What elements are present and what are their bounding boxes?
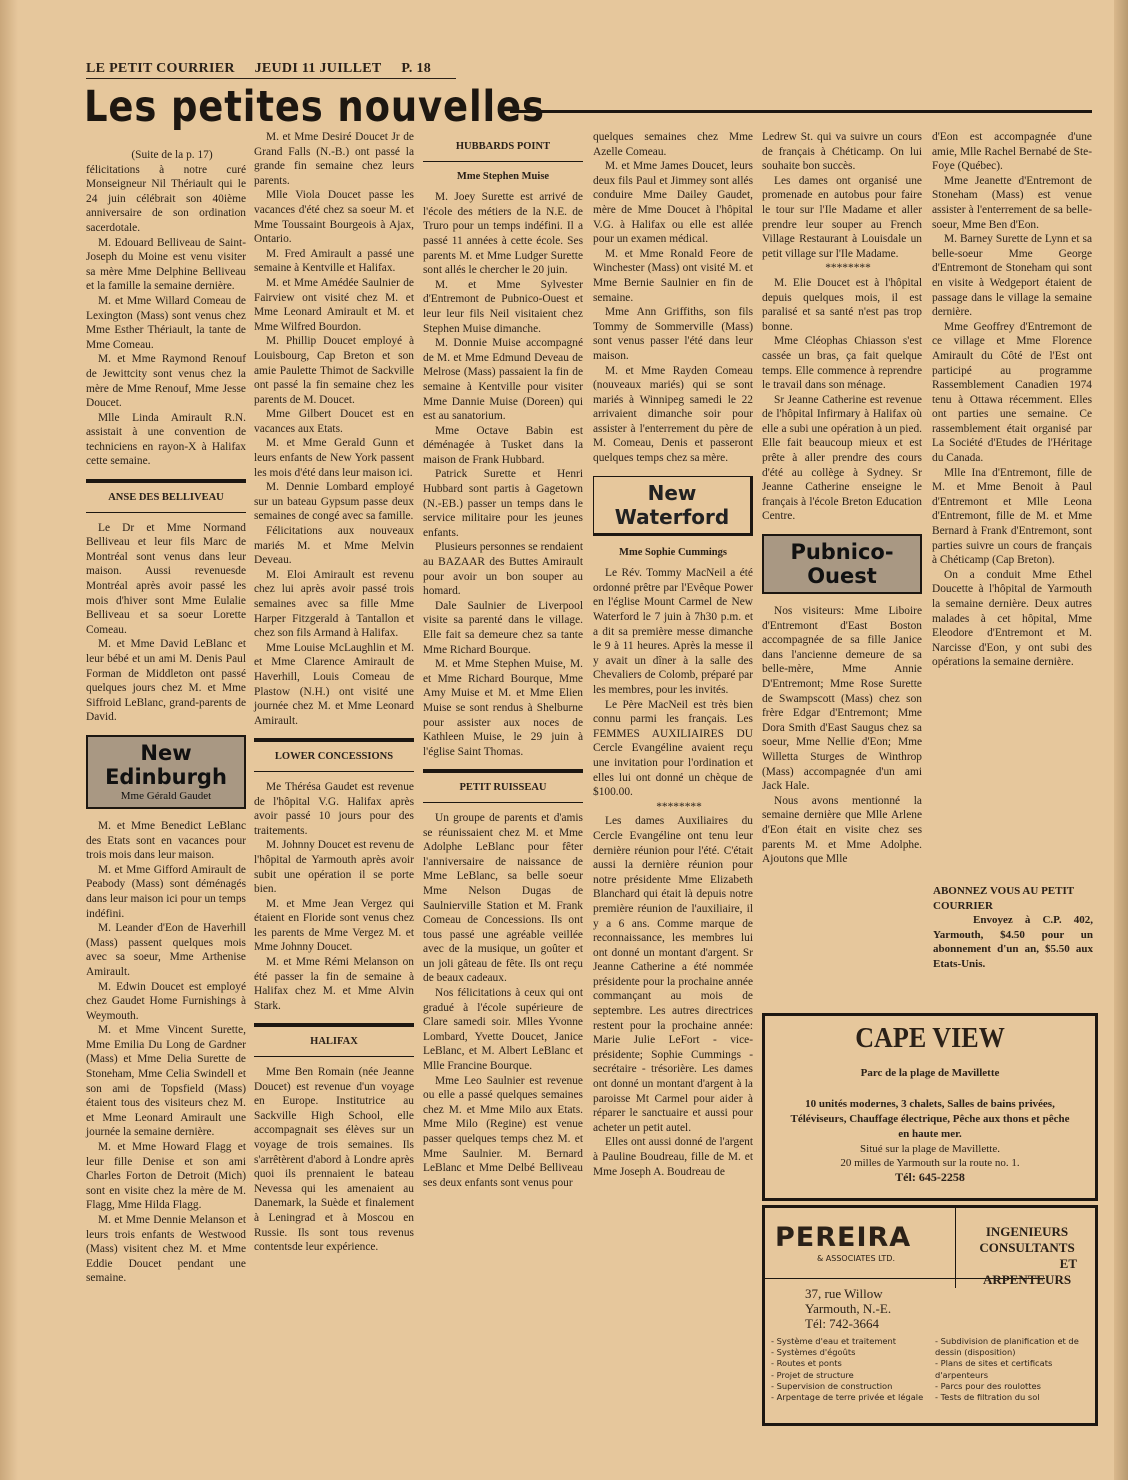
byline: Mme Gérald Gaudet <box>120 789 212 802</box>
title-line: ET <box>1059 1256 1077 1271</box>
service-item: - Parcs pour des roulottes <box>935 1380 1041 1391</box>
paragraph: Mme Louise McLaughlin et M. et Mme Clarence Amirault de Haverhill, Louis Comeau de Plastow (N.H.) ont visité une journée chez M. et Mme Leonard Amirault. <box>254 641 414 727</box>
paragraph: M. et Mme Gifford Amirault de Peabody (Mass) sont déménagés dans leur maison ici pour un temps indéfini. <box>86 863 246 920</box>
address-line: Yarmouth, N.-E. <box>805 1301 892 1316</box>
paragraph: Sr Jeanne Catherine est revenue de l'hôpital Infirmary à Halifax où elle a subi une opération à un pied. Elle fait beaucoup mieux et est prête à aller prendre des cours d'été au collège à Sydney. Sr Jeanne Catherine enseigne le français à l'école Breton Education Centre. <box>762 393 922 523</box>
paragraph: quelques semaines chez Mme Azelle Comeau. <box>593 131 753 158</box>
service-item: - Arpentage de terre privée et légale <box>771 1392 924 1403</box>
service-item: - Plans de sites et certificats d'arpenteurs <box>935 1358 1053 1380</box>
page-edge <box>0 0 18 1480</box>
service-item: - Tests de filtration du sol <box>935 1392 1040 1403</box>
section-heading: HALIFAX <box>254 1023 414 1057</box>
paragraph: M. Eloi Amirault est revenu chez lui après avoir passé trois semaines avec sa fille Mme Harper Fitzgerald à Tantallon et chez son fils Armand à Halifax. <box>254 568 414 640</box>
ad-directions: 20 milles de Yarmouth sur la route no. 1. <box>840 1157 1020 1169</box>
paragraph: félicitations à notre curé Monseigneur Nil Thériault qui le 24 juin célébrait son 40ième anniversaire de son ordination sacerdotale. <box>86 163 246 234</box>
paragraph: M. et Mme Raymond Renouf de Jewittcity sont venus chez la mère de Mme Renouf, Mme Jesse Doucet. <box>86 353 246 410</box>
byline: Mme Sophie Cummings <box>619 546 727 558</box>
section-heading: HUBBARDS POINT <box>423 140 583 162</box>
services-right <box>935 1336 1090 1403</box>
article-column <box>593 130 753 1179</box>
service-item: - Supervision de construction <box>771 1380 893 1391</box>
paragraph: M. Donnie Muise accompagné de M. et Mme Edmund Deveau de Melrose (Mass) passaient la fin de semaine à Kentville pour visiter Mme Dannie Muise (Doreen) qui est au sanatorium. <box>423 337 583 423</box>
locality-banner <box>593 476 753 536</box>
paragraph: Nos félicitations à ceux qui ont gradué à l'école supérieure de Clare samedi soir. Mlles Yvonne Lombard, Yvette Doucet, Janice LeBlanc, et M. Albert LeBlanc et Mlle Francine Bourque. <box>423 987 583 1073</box>
pereira-address <box>805 1286 891 1331</box>
masthead-rule <box>86 78 456 79</box>
banner-title: New Edinburgh <box>105 740 227 789</box>
paragraph: M. Edwin Doucet est employé chez Gaudet Home Furnishings à Weymouth. <box>86 980 246 1022</box>
service-item: - Routes et ponts <box>771 1358 842 1369</box>
article-column <box>254 130 414 1255</box>
service-item: - Subdivision de planification et de dessin (disposition) <box>935 1336 1079 1358</box>
banner-title: New Waterford <box>614 480 730 529</box>
subscribe-body: Envoyez à C.P. 402, Yarmouth, $4.50 pour un abonnement d'un an, $5.50 aux Etats-Unis. <box>933 914 1093 970</box>
paragraph: Mme Ann Griffiths, son fils Tommy de Sommerville (Mass) sont venus passer l'été dans leur maison. <box>593 306 753 362</box>
article-column <box>762 130 922 867</box>
pereira-ad <box>762 1205 1098 1426</box>
paragraph: d'Eon est accompagnée d'une amie, Mlle Rachel Bernabé de Ste-Foye (Québec). <box>932 131 1092 173</box>
paragraph: Patrick Surette et Henri Hubbard sont partis à Gagetown (N.-EB.) passer un temps dans le service militaire pour les jeunes enfants. <box>423 468 583 539</box>
service-item: - Projet de structure <box>771 1369 854 1380</box>
paragraph: Les dames ont organisé une promenade en autobus pour faire le tour sur l'Ile Madame et aller prendre leur souper au French Village Restaurant à Louisdale un petit village sur l'Ile Madame. <box>762 174 922 260</box>
section-heading: LOWER CONCESSIONS <box>254 738 414 772</box>
paragraph: M. et Mme Howard Flagg et leur fille Denise et son ami Charles Forton de Detroit (Mich) sont en visite chez la mère de M. Flagg, Mme Hilda Flagg. <box>86 1141 246 1212</box>
paragraph: Me Thérésa Gaudet est revenue de l'hôpital V.G. Halifax après avoir passé 10 jours pour des traitements. <box>254 780 414 837</box>
service-item: - Système d'eau et traitement <box>771 1336 897 1346</box>
issue-date: JEUDI 11 JUILLET <box>254 61 382 76</box>
paragraph: M. Edouard Belliveau de Saint-Joseph du Moine est venu visiter sa mère Mme Delphine Belliveau et la famille la semaine dernière. <box>86 236 246 293</box>
paragraph: M. et Mme Dennie Melanson et leurs trois enfants de Westwood (Mass) visitent chez M. et Mme Eddie Doucet pendant une semaine. <box>86 1214 246 1285</box>
paragraph: M. et Mme Jean Vergez qui étaient en Floride sont venus chez les parents de Mme Vergez M. et Mme Johnny Doucet. <box>254 897 414 954</box>
paragraph: (Suite de la p. 17) <box>131 149 213 161</box>
paragraph: M. et Mme Stephen Muise, M. et Mme Richard Bourque, Mme Amy Muise et M. et Mme Elien Muise se sont rendus à Shelburne pour assister aux noces de Kathleen Muise, le 29 juin à l'église Saint Thomas. <box>423 658 583 758</box>
paragraph: M. et Mme Amédée Saulnier de Fairview ont visité chez M. et Mme Leonard Amirault et M. et Mme Wilfred Bourdon. <box>254 276 414 333</box>
subscribe-title: ABONNEZ VOUS AU PETIT COURRIER <box>933 885 1074 912</box>
paragraph: M. Johnny Doucet est revenu de l'hôpital de Yarmouth après avoir subit une opération il se porte bien. <box>254 839 414 896</box>
subscribe-notice <box>933 884 1093 971</box>
title-line: ARPENTEURS <box>982 1272 1072 1287</box>
paragraph: M. et Mme Willard Comeau de Lexington (Mass) sont venus chez Mme Esther Thériault, la tante de Mme Comeau. <box>86 294 246 351</box>
ad-location: Situé sur la plage de Mavillette. <box>860 1143 1000 1155</box>
paragraph: M. Elie Doucet est à l'hôpital depuis quelques mois, il est paralisé et sa santé n'est pas trop bonne. <box>762 276 922 333</box>
paragraph: Mme Gilbert Doucet est en vacances aux Etats. <box>254 408 414 435</box>
paragraph: On a conduit Mme Ethel Doucette à l'hôpital de Yarmouth la semaine dernière. Deux autres malades à cet hôpital, Mme Eleodore d'Entremont et M. Narcisse d'Eon, y ont subi des opérations la semaine dernière. <box>932 568 1092 669</box>
paragraph: M. et Mme Rémi Melanson on été passer la fin de semaine à Halifax chez M. et Mme Alvin Stark. <box>254 956 414 1012</box>
paragraph: Le Dr et Mme Normand Belliveau et leur fils Marc de Montréal sont venus dans leur maison. Aussi revenuesde Montréal après avoir passé les mois d'hiver sont Mme Eulalie Belliveau et sa soeur Lorette Comeau. <box>86 521 246 636</box>
service-item: - Systèmes d'égoûts <box>771 1347 856 1358</box>
cape-view-ad <box>762 1013 1098 1201</box>
banner-title: Pubnico-Ouest <box>790 540 894 589</box>
paragraph: M. Barney Surette de Lynn et sa belle-soeur Mme George d'Entremont de Stoneham qui sont en visite à Wedgeport étaient de passage dans le village la semaine dernière. <box>932 233 1092 319</box>
section-heading: ANSE DES BELLIVEAU <box>86 479 246 513</box>
page-edge <box>1114 0 1128 1480</box>
paragraph: M. et Mme David LeBlanc et leur bébé et un ami M. Denis Paul Forman de Middleton ont passé quelques jours chez M. et Mme Siffroid LeBlanc, grand-parents de David. <box>86 638 246 724</box>
services-left <box>771 1336 931 1403</box>
paragraph: Le Père MacNeil est très bien connu parmi les français. Les FEMMES AUXILIAIRES DU Cercle Evangéline avaient reçu une invitation pour l'ordination et elles lui ont donné un chèque de $100.00. <box>593 698 753 799</box>
paragraph: Mme Ben Romain (née Jeanne Doucet) est revenue d'un voyage en Europe. Institutrice au Sackville High School, elle accompagnait ses élèves sur un voyage de trois semaines. Ils s'arrêtèrent d'abord à Londre après quoi ils prennaient le bateau Nevessa qui les amenaient au Danemark, la Suède et finalement à Leningrad et à Moscou en Russie. Ils sont tous revenus contentsde leur expérience. <box>254 1066 414 1254</box>
article-column <box>932 130 1092 670</box>
paragraph: Elles ont aussi donné de l'argent à Pauline Boudreau, fille de M. et Mme Joseph A. Boudreau de <box>593 1136 753 1178</box>
ad-phone: Tél: 645-2258 <box>895 1170 965 1184</box>
section-heading: PETIT RUISSEAU <box>423 769 583 803</box>
paragraph: Dale Saulnier de Liverpool visite sa parenté dans le village. Elle fait sa demeure chez sa tante Mme Richard Bourque. <box>423 599 583 656</box>
paper-name: LE PETIT COURRIER <box>86 61 235 76</box>
paragraph: M. Fred Amirault a passé une semaine à Kentville et Halifax. <box>254 247 414 275</box>
page-number: P. 18 <box>401 61 432 76</box>
paragraph: Nos visiteurs: Mme Liboire d'Entremont d'East Boston accompagnée de sa fille Janice dans l'ancienne demeure de sa belle-mère, Mme Annie D'Entremont; Mme Rose Surette de Swampscott (Mass) chez son frère Edgar d'Entremont; Mme Dora Smith d'East Saugus chez sa soeur, Mme Nellie d'Eon; Mme Willetta Sturges de Winthrop (Mass) accompagnée d'un ami Jack Hale. <box>762 605 922 793</box>
paragraph: Mlle Ina d'Entremont, fille de M. et Mme Benoit à Paul d'Entremont et Mlle Leona d'Entremont, fille de M. et Mme Bernard à Frank d'Entremont, sont parties suivre un cours de français à Chéticamp (Cap Breton). <box>932 466 1092 567</box>
paragraph: M. et Mme Gerald Gunn et leurs enfants de New York passent les mois d'été dans leur maison ici. <box>254 437 414 479</box>
pereira-services-title <box>963 1224 1091 1288</box>
paragraph: M. et Mme Benedict LeBlanc des Etats sont en vacances pour trois mois dans leur maison. <box>86 819 246 862</box>
byline: Mme Stephen Muise <box>456 170 550 182</box>
ad-title: CAPE VIEW <box>855 1022 1005 1054</box>
paragraph: Ledrew St. qui va suivre un cours de français à Chéticamp. On lui souhaite bon succès. <box>762 131 922 173</box>
divider <box>955 1208 956 1288</box>
paragraph: Mme Octave Babin est déménagée à Tusket dans la maison de Frank Hubbard. <box>423 424 583 466</box>
page-title: Les petites nouvelles <box>84 82 545 132</box>
address-line: 37, rue Willow <box>805 1286 883 1301</box>
address-line: Tél: 742-3664 <box>805 1316 880 1331</box>
paragraph: M. et Mme James Doucet, leurs deux fils Paul et Jimmey sont allés conduire Mme Dailey Gaudet, mère de Mme Doucet à l'hôpital V.G. à Halifax ou elle est allée pour un examen médical. <box>593 160 753 246</box>
paragraph: M. et Mme Desiré Doucet Jr de Grand Falls (N.-B.) ont passé la grande fin semaine chez leurs parents. <box>254 131 414 187</box>
title-line: CONSULTANTS <box>979 1240 1075 1255</box>
title-line: INGENIEURS <box>985 1224 1069 1239</box>
article-column <box>86 148 246 1286</box>
ad-description: 10 unités modernes, 3 chalets, Salles de bains privées, Téléviseurs, Chauffage électrique, Pêche aux thons et pêche en haute mer. <box>790 1098 1070 1140</box>
locality-banner <box>86 735 246 809</box>
paragraph: ******** <box>825 262 871 275</box>
paragraph: Mme Jeanette d'Entremont de Stoneham (Mass) est venue assister à l'enterrement de sa belle-soeur, Mme Ben d'Eon. <box>932 174 1092 231</box>
paragraph: Mme Geoffrey d'Entremont de ce village et Mme Florence Amirault du Côté de l'Est ont participé au programme Rassemblement Canadien 1974 tenu à Ottawa récemment. Elles ont parties une semaine. Ce rassemblement était organisé par La Société d'Etudes de l'Héritage du Canada. <box>932 320 1092 465</box>
paragraph: M. et Mme Rayden Comeau (nouveaux mariés) qui se sont mariés à Winnipeg samedi le 22 arrivaient dimanche soir pour assister à l'enterrement du père de M. Comeau, Denis et passeront quelques temps chez sa mère. <box>593 364 753 465</box>
pereira-assoc: & ASSOCIATES LTD. <box>817 1254 896 1263</box>
paragraph: M. et Mme Sylvester d'Entremont de Pubnico-Ouest et leur leur fils Neil visitaient chez Stephen Muise dimanche. <box>423 278 583 335</box>
paragraph: Félicitations aux nouveaux mariés M. et Mme Melvin Deveau. <box>254 525 414 567</box>
paragraph: Les dames Auxiliaires du Cercle Evangéline ont tenu leur dernière réunion pour l'été. C'était aussi la dernière réunion pour notre présidente Mme Elizabeth Blanchard qui était là depuis notre première réunion de l'auxiliaire, il y a 6 ans. Comme marque de reconnaissance, les membres lui ont donné un montant d'argent. Sr Jeanne Catherine a été nommée présidente pour la prochaine année commançant au mois de septembre. Les autres directrices restent pour la prochaine année: Marie Julie LeFort - vice-présidente; Sophie Cummings - secrétaire - trésorière. Les dames ont donné un montant d'argent à la paroisse Mt Carmel pour aider à réparer le sanctuaire et aussi pour acheter un petit autel. <box>593 815 753 1134</box>
paragraph: Mlle Viola Doucet passe les vacances d'été chez sa soeur M. et Mme Toussaint Bourgeois à Ajax, Ontario. <box>254 189 414 246</box>
paragraph: M. et Mme Ronald Feore de Winchester (Mass) ont visité M. et Mme Bernie Saulnier en fin de semaine. <box>593 247 753 304</box>
pereira-logo: PEREIRA <box>775 1222 912 1253</box>
masthead <box>86 61 447 77</box>
paragraph: Le Rév. Tommy MacNeil a été ordonné prêtre par l'Evêque Power en l'église Mount Carmel de New Waterford le 7 juin à 7h30 p.m. et a dit sa première messe dimanche le 9 à 11 heures. Après la messe il y avait un dîner à la salle des Chevaliers de Colomb, préparé par les membres, pour les invités. <box>593 567 753 696</box>
paragraph: Mme Cléophas Chiasson s'est cassée un bras, ça fait quelque temps. Elle commence à reprendre le travail dans son ménage. <box>762 335 922 392</box>
paragraph: Mme Leo Saulnier est revenue ou elle a passé quelques semaines chez M. et Mme Milo aux Etats. Mme Milo (Regine) est venue passer quelques temps chez M. et Mme Saulnier. M. Bernard LeBlanc et Mme Delbé Belliveau ses deux enfants sont venus pour <box>423 1074 583 1189</box>
paragraph: Plusieurs personnes se rendaient au BAZAAR des Buttes Amirault pour avoir un bon souper au homard. <box>423 541 583 598</box>
paragraph: M. Dennie Lombard employé sur un bateau Gypsum passe deux semaines de congé avec sa famille. <box>254 481 414 523</box>
paragraph: Nous avons mentionné la semaine dernière que Mlle Arlene d'Eon était en visite chez ses parents M. et Mme Adolphe. Ajoutons que Mlle <box>762 794 922 866</box>
paragraph: Mlle Linda Amirault R.N. assistait à une convention de techniciens en rayon-X à Halifax cette semaine. <box>86 411 246 468</box>
ad-subtitle: Parc de la plage de Mavillette <box>860 1067 1000 1079</box>
article-column <box>423 130 583 1190</box>
title-rule <box>510 110 1092 113</box>
paragraph: M. Joey Surette est arrivé de l'école des métiers de la N.E. de Truro pour un temps indéfini. Il a passé 11 années à cette école. Ses parents M. et Mme Ludger Surette sont allés le chercher le 20 juin. <box>423 191 583 277</box>
paragraph: M. Leander d'Eon de Haverhill (Mass) passent quelques mois avec sa soeur, Mme Arthenise Amirault. <box>86 922 246 978</box>
locality-banner <box>762 534 922 594</box>
paragraph: ******** <box>656 800 702 813</box>
paragraph: Un groupe de parents et d'amis se réunissaient chez M. et Mme Adolphe LeBlanc pour fêter l'anniversaire de naissance de Mme LeBlanc, sa belle soeur Mme Nelson Dugas de Saulnierville Station et M. Frank Comeau de Concessions. Ils ont tous passé une agréable veillée avec de la musique, un goûter et un joli gâteau de fête. Ils ont reçu de beaux cadeaux. <box>423 811 583 985</box>
paragraph: M. Phillip Doucet employé à Louisbourg, Cap Breton et son amie Paulette Thimot de Sackville ont passé la fin semaine chez les parents de M. Doucet. <box>254 335 414 406</box>
paragraph: M. et Mme Vincent Surette, Mme Emilia Du Long de Gardner (Mass) et Mme Delia Surette de Stoneham, Mme Celia Swindell et son ami de Topsfield (Mass) étaient tous des visiteurs chez M. et Mme Leonard Amirault une journée la semaine dernière. <box>86 1024 246 1139</box>
